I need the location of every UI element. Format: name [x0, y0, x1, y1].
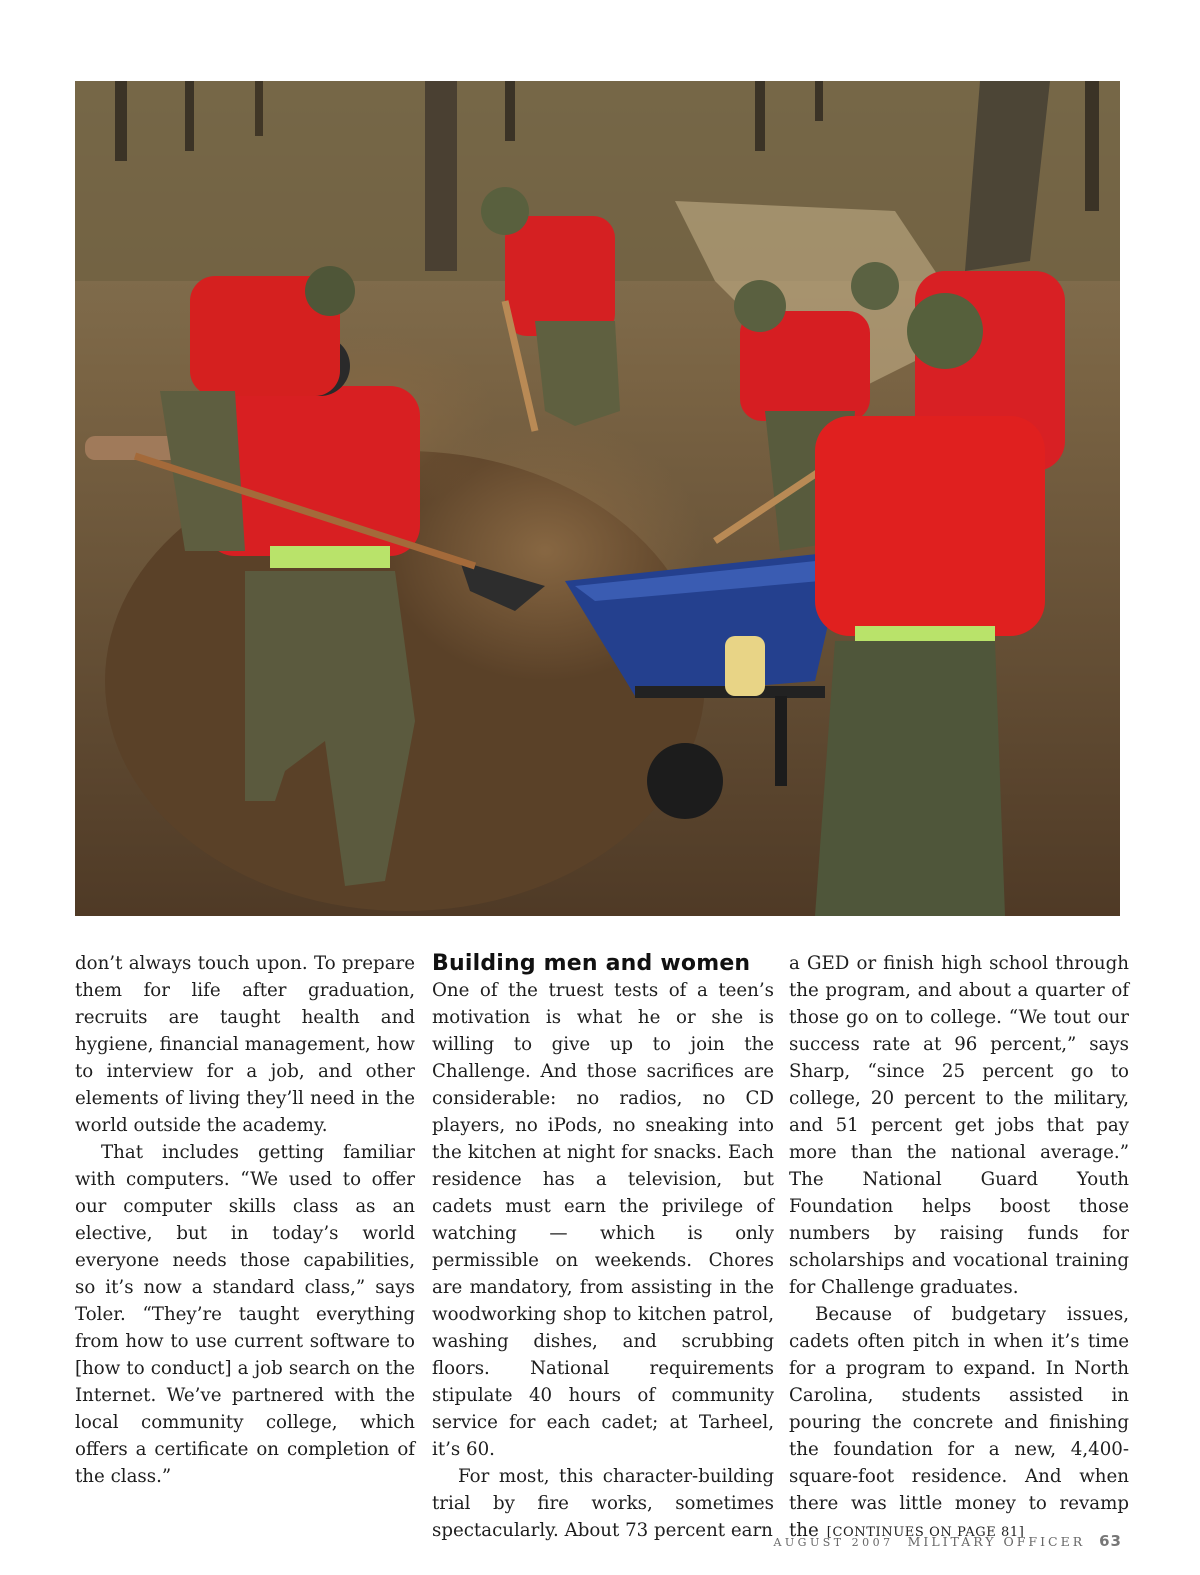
- paragraph: don’t always touch upon. To prepare them for life after graduation, recruits are taught health and hygiene, financial management, how to interview for a job, and other elements of living they’ll need in the world outside the academy.: [75, 953, 415, 1136]
- paragraph: For most, this character-building trial by fire works, sometimes spectacularly. About 73 percent earn: [432, 1466, 774, 1541]
- cadets-photo-illustration: [75, 81, 1120, 916]
- article-photo: [75, 81, 1120, 916]
- page-footer: [773, 1532, 1122, 1550]
- article-column-2: [432, 950, 774, 1544]
- continues-jump-line: [CONTINUES ON PAGE 81]: [826, 1525, 1025, 1540]
- paragraph: [789, 1301, 1129, 1546]
- page-number: 63: [1099, 1532, 1122, 1550]
- article-column-1: [75, 950, 415, 1490]
- paragraph: That includes getting familiar with computers. “We used to offer our computer skills class as an elective, but in today’s world everyone needs those capabilities, so it’s now a standard class,” says Toler. “They’re taught everything from how to use current software to [how to conduct] a job search on the Internet. We’ve partnered with the local community college, which offers a certificate on completion of the class.”: [75, 1142, 415, 1487]
- paragraph: One of the truest tests of a teen’s motivation is what he or she is willing to give up to join the Challenge. And those sacrifices are considerable: no radios, no CD players, no iPods, no sneaking into the kitchen at night for snacks. Each residence has a television, but cadets must earn the privilege of watching — which is only permissible on weekends. Chores are mandatory, from assisting in the woodworking shop to kitchen patrol, washing dishes, and scrubbing floors. National requirements stipulate 40 hours of community service for each cadet; at Tarheel, it’s 60.: [432, 980, 774, 1460]
- article-column-3: [789, 950, 1129, 1546]
- section-heading: Building men and women: [432, 951, 751, 976]
- magazine-title: MILITARY OFFICER: [907, 1534, 1086, 1549]
- paragraph-text: Because of budgetary issues, cadets often pitch in when it’s time for a program to expand. In North Carolina, students assisted in pouring the concrete and finishing the foundation for a new, 4,400-square-foot residence. And when there was little money to revamp the: [789, 1304, 1129, 1541]
- paragraph: a GED or finish high school through the program, and about a quarter of those go on to college. “We tout our success rate at 96 percent,” says Sharp, “since 25 percent go to college, 20 percent to the military, and 51 percent get jobs that pay more than the national average.” The National Guard Youth Foundation helps boost those numbers by raising funds for scholarships and vocational training for Challenge graduates.: [789, 953, 1129, 1298]
- issue-date: AUGUST 2007: [773, 1536, 894, 1549]
